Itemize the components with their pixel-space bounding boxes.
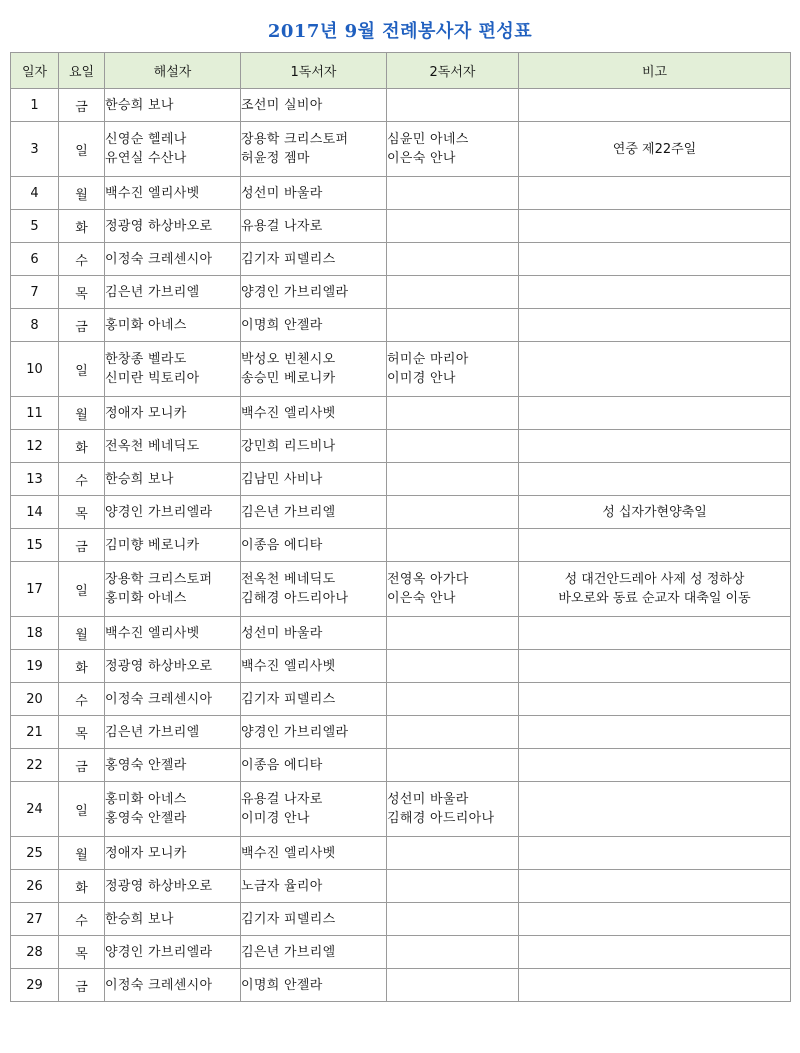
date-cell: 29	[11, 969, 59, 1002]
commentator-cell-line: 김은년 가브리엘	[105, 724, 200, 740]
reader2-cell	[387, 936, 519, 969]
reader1-cell-line: 김남민 사비나	[241, 471, 323, 487]
reader1-cell	[241, 716, 387, 749]
note-cell	[519, 617, 791, 650]
reader1-cell	[241, 276, 387, 309]
date-cell: 6	[11, 243, 59, 276]
commentator-cell	[105, 529, 241, 562]
commentator-cell-line: 한승희 보나	[105, 471, 174, 487]
note-cell	[519, 749, 791, 782]
note-cell	[519, 837, 791, 870]
reader1-cell-line: 강민희 리드비나	[241, 438, 336, 454]
reader2-cell	[387, 496, 519, 529]
reader1-cell-line: 유용걸 나자로	[241, 218, 323, 234]
reader1-cell	[241, 683, 387, 716]
date-cell: 25	[11, 837, 59, 870]
commentator-cell	[105, 342, 241, 397]
commentator-cell-line: 유연실 수산나	[105, 151, 187, 166]
date-cell: 26	[11, 870, 59, 903]
note-cell	[519, 969, 791, 1002]
reader2-cell	[387, 837, 519, 870]
table-row	[11, 749, 791, 782]
commentator-cell-line: 이정숙 크레센시아	[105, 691, 213, 707]
reader2-cell-line: 허미순 마리아	[387, 352, 469, 367]
weekday-cell: 목	[59, 496, 105, 529]
weekday-cell: 일	[59, 782, 105, 837]
reader1-cell	[241, 562, 387, 617]
reader1-cell-line: 백수진 엘리사벳	[241, 405, 336, 421]
weekday-cell: 목	[59, 276, 105, 309]
commentator-cell-line: 정애자 모니카	[105, 845, 187, 861]
weekday-cell: 일	[59, 562, 105, 617]
commentator-cell-line: 홍영숙 안젤라	[105, 811, 187, 826]
weekday-cell: 월	[59, 837, 105, 870]
header-weekday: 요일	[59, 53, 105, 89]
reader1-cell-line: 김기자 피델리스	[241, 911, 336, 927]
commentator-cell	[105, 969, 241, 1002]
note-cell	[519, 903, 791, 936]
reader1-cell-line: 김해경 아드리아나	[241, 591, 349, 606]
reader2-cell	[387, 276, 519, 309]
weekday-cell: 월	[59, 177, 105, 210]
table-row	[11, 683, 791, 716]
table-row	[11, 177, 791, 210]
date-cell: 24	[11, 782, 59, 837]
reader1-cell-line: 이명희 안젤라	[241, 317, 323, 333]
reader1-cell	[241, 463, 387, 496]
note-cell-line: 연중 제22주일	[612, 141, 697, 157]
reader2-cell	[387, 683, 519, 716]
reader1-cell-line: 전옥천 베네딕도	[241, 572, 336, 587]
table-row	[11, 243, 791, 276]
table-row	[11, 309, 791, 342]
commentator-cell	[105, 177, 241, 210]
reader1-cell	[241, 496, 387, 529]
commentator-cell-line: 김은년 가브리엘	[105, 284, 200, 300]
note-cell-line: 성 십자가현양축일	[602, 504, 707, 520]
commentator-cell-line: 양경인 가브리엘라	[105, 944, 213, 960]
date-cell: 20	[11, 683, 59, 716]
reader1-cell-line: 이명희 안젤라	[241, 977, 323, 993]
reader1-cell	[241, 243, 387, 276]
reader1-cell-line: 양경인 가브리엘라	[241, 284, 349, 300]
date-cell: 19	[11, 650, 59, 683]
reader1-cell-line: 이미경 안나	[241, 811, 310, 826]
date-cell: 15	[11, 529, 59, 562]
commentator-cell-line: 신미란 빅토리아	[105, 371, 200, 386]
commentator-cell-line: 정광영 하상바오로	[105, 218, 213, 234]
table-row	[11, 969, 791, 1002]
reader2-cell	[387, 177, 519, 210]
date-cell: 13	[11, 463, 59, 496]
page-title: 2017년 9월 전례봉사자 편성표	[267, 21, 533, 42]
commentator-cell	[105, 122, 241, 177]
date-cell: 27	[11, 903, 59, 936]
commentator-cell-line: 이정숙 크레센시아	[105, 977, 213, 993]
date-cell: 4	[11, 177, 59, 210]
reader2-cell	[387, 210, 519, 243]
reader1-cell	[241, 837, 387, 870]
reader2-cell	[387, 529, 519, 562]
header-row	[11, 53, 791, 89]
reader1-cell	[241, 903, 387, 936]
weekday-cell: 수	[59, 683, 105, 716]
commentator-cell-line: 양경인 가브리엘라	[105, 504, 213, 520]
commentator-cell-line: 정애자 모니카	[105, 405, 187, 421]
reader1-cell-line: 허윤정 젬마	[241, 151, 310, 166]
date-cell: 17	[11, 562, 59, 617]
note-cell	[519, 397, 791, 430]
reader2-cell	[387, 243, 519, 276]
table-row	[11, 342, 791, 397]
table-row	[11, 716, 791, 749]
header-commentator: 해설자	[105, 53, 241, 89]
date-cell: 28	[11, 936, 59, 969]
reader1-cell	[241, 749, 387, 782]
weekday-cell: 일	[59, 122, 105, 177]
reader1-cell-line: 이종음 에디타	[241, 757, 323, 773]
note-cell	[519, 716, 791, 749]
commentator-cell	[105, 89, 241, 122]
note-cell-line: 성 대건안드레아 사제 성 정하상	[564, 572, 745, 587]
note-cell	[519, 210, 791, 243]
commentator-cell	[105, 463, 241, 496]
reader1-cell-line: 성선미 바울라	[241, 625, 323, 641]
reader1-cell-line: 이종음 에디타	[241, 537, 323, 553]
table-row	[11, 210, 791, 243]
commentator-cell	[105, 903, 241, 936]
date-cell: 7	[11, 276, 59, 309]
weekday-cell: 화	[59, 870, 105, 903]
note-cell	[519, 870, 791, 903]
table-row	[11, 903, 791, 936]
commentator-cell	[105, 683, 241, 716]
reader2-cell	[387, 309, 519, 342]
reader1-cell	[241, 309, 387, 342]
reader2-cell	[387, 617, 519, 650]
note-cell	[519, 683, 791, 716]
reader2-cell	[387, 782, 519, 837]
reader2-cell	[387, 89, 519, 122]
commentator-cell-line: 신영순 헬레나	[105, 132, 187, 147]
table-row	[11, 870, 791, 903]
commentator-cell	[105, 243, 241, 276]
note-cell	[519, 936, 791, 969]
table-row	[11, 617, 791, 650]
date-cell: 11	[11, 397, 59, 430]
reader1-cell	[241, 936, 387, 969]
reader1-cell	[241, 177, 387, 210]
commentator-cell	[105, 309, 241, 342]
note-cell	[519, 89, 791, 122]
weekday-cell: 월	[59, 617, 105, 650]
commentator-cell	[105, 276, 241, 309]
reader1-cell	[241, 122, 387, 177]
note-cell	[519, 430, 791, 463]
reader2-cell-line: 심윤민 아네스	[387, 132, 469, 147]
reader1-cell-line: 김기자 피델리스	[241, 691, 336, 707]
reader1-cell-line: 노금자 율리아	[241, 878, 323, 894]
weekday-cell: 목	[59, 716, 105, 749]
header-reader2: 2독서자	[387, 53, 519, 89]
commentator-cell	[105, 562, 241, 617]
reader1-cell-line: 박성오 빈첸시오	[241, 352, 336, 367]
reader1-cell	[241, 342, 387, 397]
reader1-cell-line: 송승민 베로니카	[241, 371, 336, 386]
table-row	[11, 529, 791, 562]
date-cell: 12	[11, 430, 59, 463]
note-cell	[519, 782, 791, 837]
reader2-cell	[387, 650, 519, 683]
commentator-cell-line: 한창종 벨라도	[105, 352, 187, 367]
date-cell: 5	[11, 210, 59, 243]
commentator-cell	[105, 870, 241, 903]
commentator-cell-line: 홍미화 아네스	[105, 792, 187, 807]
reader2-cell	[387, 969, 519, 1002]
reader1-cell-line: 장용학 크리스토퍼	[241, 132, 349, 147]
commentator-cell-line: 장용학 크리스토퍼	[105, 572, 213, 587]
reader2-cell	[387, 749, 519, 782]
reader1-cell	[241, 870, 387, 903]
reader2-cell	[387, 342, 519, 397]
commentator-cell	[105, 210, 241, 243]
note-cell	[519, 276, 791, 309]
table-row	[11, 463, 791, 496]
reader1-cell-line: 성선미 바울라	[241, 185, 323, 201]
weekday-cell: 금	[59, 529, 105, 562]
commentator-cell	[105, 617, 241, 650]
note-cell	[519, 463, 791, 496]
reader1-cell-line: 양경인 가브리엘라	[241, 724, 349, 740]
reader1-cell	[241, 782, 387, 837]
reader1-cell-line: 유용걸 나자로	[241, 792, 323, 807]
reader1-cell	[241, 529, 387, 562]
commentator-cell-line: 이정숙 크레센시아	[105, 251, 213, 267]
table-row	[11, 397, 791, 430]
table-row	[11, 89, 791, 122]
weekday-cell: 금	[59, 89, 105, 122]
table-row	[11, 122, 791, 177]
commentator-cell	[105, 496, 241, 529]
note-cell	[519, 122, 791, 177]
note-cell	[519, 309, 791, 342]
commentator-cell	[105, 936, 241, 969]
reader1-cell	[241, 969, 387, 1002]
commentator-cell	[105, 782, 241, 837]
reader2-cell	[387, 716, 519, 749]
commentator-cell-line: 홍미화 아네스	[105, 591, 187, 606]
table-row	[11, 650, 791, 683]
commentator-cell-line: 백수진 엘리사벳	[105, 185, 200, 201]
table-row	[11, 837, 791, 870]
commentator-cell-line: 한승희 보나	[105, 97, 174, 113]
commentator-cell-line: 김미향 베로니카	[105, 537, 200, 553]
reader2-cell	[387, 903, 519, 936]
table-row	[11, 936, 791, 969]
note-cell	[519, 496, 791, 529]
note-cell	[519, 529, 791, 562]
weekday-cell: 화	[59, 650, 105, 683]
reader2-cell-line: 성선미 바울라	[387, 792, 469, 807]
note-cell	[519, 342, 791, 397]
date-cell: 3	[11, 122, 59, 177]
reader1-cell-line: 백수진 엘리사벳	[241, 658, 336, 674]
date-cell: 14	[11, 496, 59, 529]
commentator-cell	[105, 430, 241, 463]
commentator-cell-line: 백수진 엘리사벳	[105, 625, 200, 641]
weekday-cell: 월	[59, 397, 105, 430]
reader1-cell-line: 김은년 가브리엘	[241, 944, 336, 960]
commentator-cell-line: 홍미화 아네스	[105, 317, 187, 333]
weekday-cell: 화	[59, 430, 105, 463]
header-reader1: 1독서자	[241, 53, 387, 89]
date-cell: 22	[11, 749, 59, 782]
commentator-cell-line: 한승희 보나	[105, 911, 174, 927]
note-cell	[519, 243, 791, 276]
reader1-cell-line: 김은년 가브리엘	[241, 504, 336, 520]
commentator-cell	[105, 837, 241, 870]
header-note: 비고	[519, 53, 791, 89]
reader2-cell	[387, 430, 519, 463]
weekday-cell: 금	[59, 309, 105, 342]
reader2-cell	[387, 122, 519, 177]
note-cell-line: 바오로와 동료 순교자 대축일 이동	[558, 591, 751, 606]
weekday-cell: 화	[59, 210, 105, 243]
weekday-cell: 일	[59, 342, 105, 397]
note-cell	[519, 562, 791, 617]
note-cell	[519, 650, 791, 683]
date-cell: 8	[11, 309, 59, 342]
commentator-cell-line: 전옥천 베네딕도	[105, 438, 200, 454]
reader1-cell	[241, 397, 387, 430]
reader1-cell-line: 조선미 실비아	[241, 97, 323, 113]
reader1-cell	[241, 210, 387, 243]
reader2-cell-line: 이미경 안나	[387, 371, 456, 386]
date-cell: 10	[11, 342, 59, 397]
reader2-cell-line: 김해경 아드리아나	[387, 811, 495, 826]
reader2-cell	[387, 562, 519, 617]
table-row	[11, 430, 791, 463]
header-date: 일자	[11, 53, 59, 89]
commentator-cell-line: 홍영숙 안젤라	[105, 757, 187, 773]
commentator-cell	[105, 749, 241, 782]
commentator-cell-line: 정광영 하상바오로	[105, 658, 213, 674]
reader2-cell-line: 전영옥 아가다	[387, 572, 469, 587]
date-cell: 18	[11, 617, 59, 650]
reader1-cell	[241, 89, 387, 122]
reader2-cell-line: 이은숙 안나	[387, 591, 456, 606]
table-row	[11, 782, 791, 837]
table-row	[11, 276, 791, 309]
commentator-cell	[105, 397, 241, 430]
commentator-cell	[105, 716, 241, 749]
reader1-cell-line: 백수진 엘리사벳	[241, 845, 336, 861]
table-row	[11, 562, 791, 617]
reader2-cell	[387, 397, 519, 430]
reader1-cell	[241, 430, 387, 463]
note-cell	[519, 177, 791, 210]
weekday-cell: 금	[59, 969, 105, 1002]
weekday-cell: 금	[59, 749, 105, 782]
weekday-cell: 목	[59, 936, 105, 969]
reader2-cell-line: 이은숙 안나	[387, 151, 456, 166]
reader2-cell	[387, 870, 519, 903]
commentator-cell-line: 정광영 하상바오로	[105, 878, 213, 894]
reader1-cell	[241, 650, 387, 683]
table-row	[11, 496, 791, 529]
date-cell: 21	[11, 716, 59, 749]
weekday-cell: 수	[59, 463, 105, 496]
weekday-cell: 수	[59, 243, 105, 276]
weekday-cell: 수	[59, 903, 105, 936]
schedule-table	[10, 52, 791, 1002]
reader1-cell-line: 김기자 피델리스	[241, 251, 336, 267]
date-cell: 1	[11, 89, 59, 122]
reader1-cell	[241, 617, 387, 650]
reader2-cell	[387, 463, 519, 496]
commentator-cell	[105, 650, 241, 683]
